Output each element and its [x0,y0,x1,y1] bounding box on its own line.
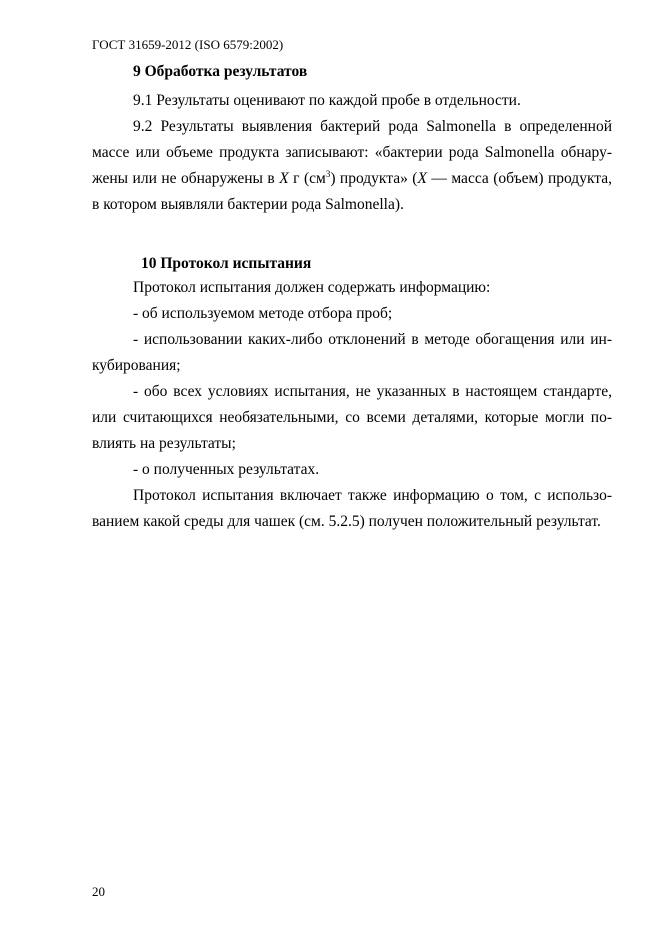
paragraph-9-2-text-b: г (см [288,170,326,187]
paragraph-9-1: 9.1 Результаты оценивают по каждой пробе в отдельности. [133,92,521,109]
protocol-intro: Протокол испытания должен содержать информацию: [133,279,491,296]
protocol-item-3: - обо всех условиях испытания, не указанных в настоящем стандарте, или считающихся необязательными, со всеми деталями, которые могли по-влиять на результаты; [92,383,612,452]
protocol-item-2: - использовании каких-либо отклонений в методе обогащения или ин-кубирования; [92,331,612,374]
section-10-heading: 10 Протокол испытания [141,255,312,272]
protocol-item-1: - об используемом методе отбора проб; [133,305,393,322]
paragraph-9-2 [92,114,612,218]
paragraph-9-2-text-d: — масса (объем) продукта, в котором выявляли бактерии рода Salmonella). [92,170,612,213]
paragraph-9-2-text-c: ) продукта» ( [330,170,418,187]
page-number: 20 [92,884,105,899]
document-header: ГОСТ 31659-2012 (ISO 6579:2002) [92,37,284,52]
section-9-body [92,88,612,218]
protocol-item-4: - о полученных результатах. [133,461,320,478]
paragraph-9-2-text-a: 9.2 Результаты выявления бактерий рода Salmonella в определенной массе или объеме продукта записывают: «бактерии рода Salmonella обнару-жены или не обнаружены в [92,118,612,187]
variable-x: X [417,170,427,187]
section-9-heading: 9 Обработка результатов [133,63,308,80]
section-10-body [92,275,612,535]
superscript-3: 3 [325,168,331,179]
variable-x: X [279,170,289,187]
protocol-closing: Протокол испытания включает также информацию о том, с использо-ванием какой среды для чашек (см. 5.2.5) получен положительный результат. [92,487,612,530]
